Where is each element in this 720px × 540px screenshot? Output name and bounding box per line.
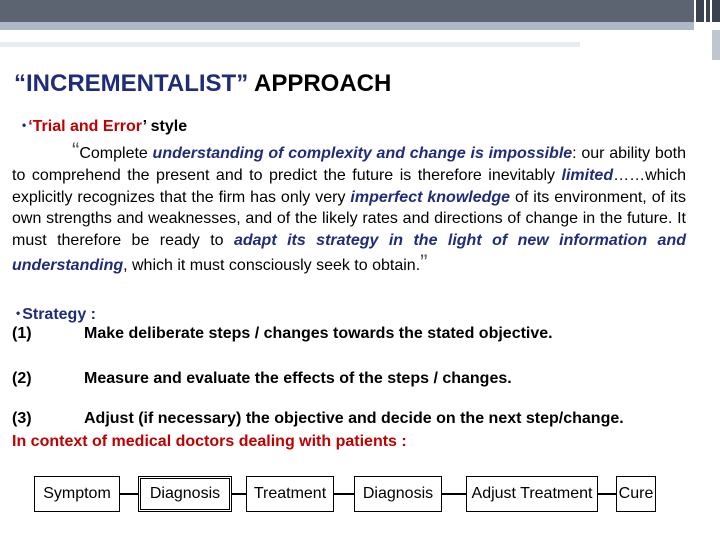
strategy-label: Strategy : bbox=[22, 306, 96, 323]
strategy-step bbox=[12, 370, 512, 388]
open-quote: “ bbox=[72, 138, 80, 163]
flow-connector bbox=[442, 493, 466, 495]
header-blue-band bbox=[0, 22, 694, 30]
header-block bbox=[706, 0, 710, 22]
flow-step-diagnosis-2: Diagnosis bbox=[354, 476, 442, 512]
para-s3: : our ability both to comprehend the present and to predict the future is therefore inevitably bbox=[12, 145, 687, 184]
side-accent-bar bbox=[712, 30, 720, 60]
step-number: (2) bbox=[12, 370, 32, 387]
strategy-step bbox=[12, 325, 553, 343]
slide-header-bar bbox=[0, 0, 720, 30]
bullet-trial-and-error bbox=[22, 118, 187, 136]
para-s9: , which it must consciously seek to obtain. bbox=[123, 256, 421, 274]
title-rule bbox=[0, 42, 580, 47]
para-s1: Complete bbox=[79, 145, 153, 162]
step-number: (1) bbox=[12, 325, 32, 342]
flow-step-diagnosis: Diagnosis bbox=[138, 476, 232, 512]
title-rest: APPROACH bbox=[248, 70, 392, 97]
flow-step-adjust-treatment: Adjust Treatment bbox=[466, 476, 598, 512]
bullet-trial-text: ‘Trial and Error bbox=[28, 118, 143, 135]
para-emphasis-imperfect: imperfect knowledge bbox=[350, 188, 511, 206]
para-s5: ……which explicitly recognizes that the firm has only very bbox=[12, 166, 686, 206]
strategy-step bbox=[12, 410, 624, 428]
close-quote: ” bbox=[420, 249, 428, 275]
header-block bbox=[712, 0, 720, 22]
context-heading: In context of medical doctors dealing with patients : bbox=[12, 433, 407, 450]
para-emphasis-limited: limited bbox=[561, 166, 614, 184]
step-text: Adjust (if necessary) the objective and decide on the next step/change. bbox=[84, 410, 624, 427]
step-text: Measure and evaluate the effects of the steps / changes. bbox=[84, 370, 512, 387]
strategy-heading bbox=[16, 306, 96, 324]
flow-step-symptom: Symptom bbox=[34, 476, 120, 512]
para-emphasis-1: understanding of complexity and change is impossible bbox=[152, 145, 573, 162]
flow-connector bbox=[232, 493, 246, 495]
flow-connector bbox=[598, 493, 616, 495]
flow-connector bbox=[334, 493, 354, 495]
slide-title bbox=[14, 70, 391, 98]
flow-connector bbox=[120, 493, 138, 495]
step-text: Make deliberate steps / changes towards the stated objective. bbox=[84, 325, 553, 342]
title-quoted: “INCREMENTALIST” bbox=[14, 70, 249, 97]
para-emphasis-adapt: adapt its strategy in the light of new information and understanding bbox=[12, 232, 686, 274]
bullet-dot-icon: • bbox=[22, 118, 27, 132]
step-number: (3) bbox=[12, 410, 32, 427]
bullet-style-text: ’ style bbox=[142, 118, 188, 135]
header-dark-band bbox=[0, 0, 694, 22]
header-block bbox=[696, 0, 704, 22]
para-s7: of its environment, of its own strengths and weaknesses, and of the likely rates and directions of change in the future. It must therefore be ready to bbox=[12, 188, 686, 250]
flow-step-treatment: Treatment bbox=[246, 476, 334, 512]
bullet-dot-icon: • bbox=[16, 306, 21, 320]
quote-paragraph bbox=[12, 140, 686, 277]
flow-step-cure: Cure bbox=[616, 476, 656, 512]
